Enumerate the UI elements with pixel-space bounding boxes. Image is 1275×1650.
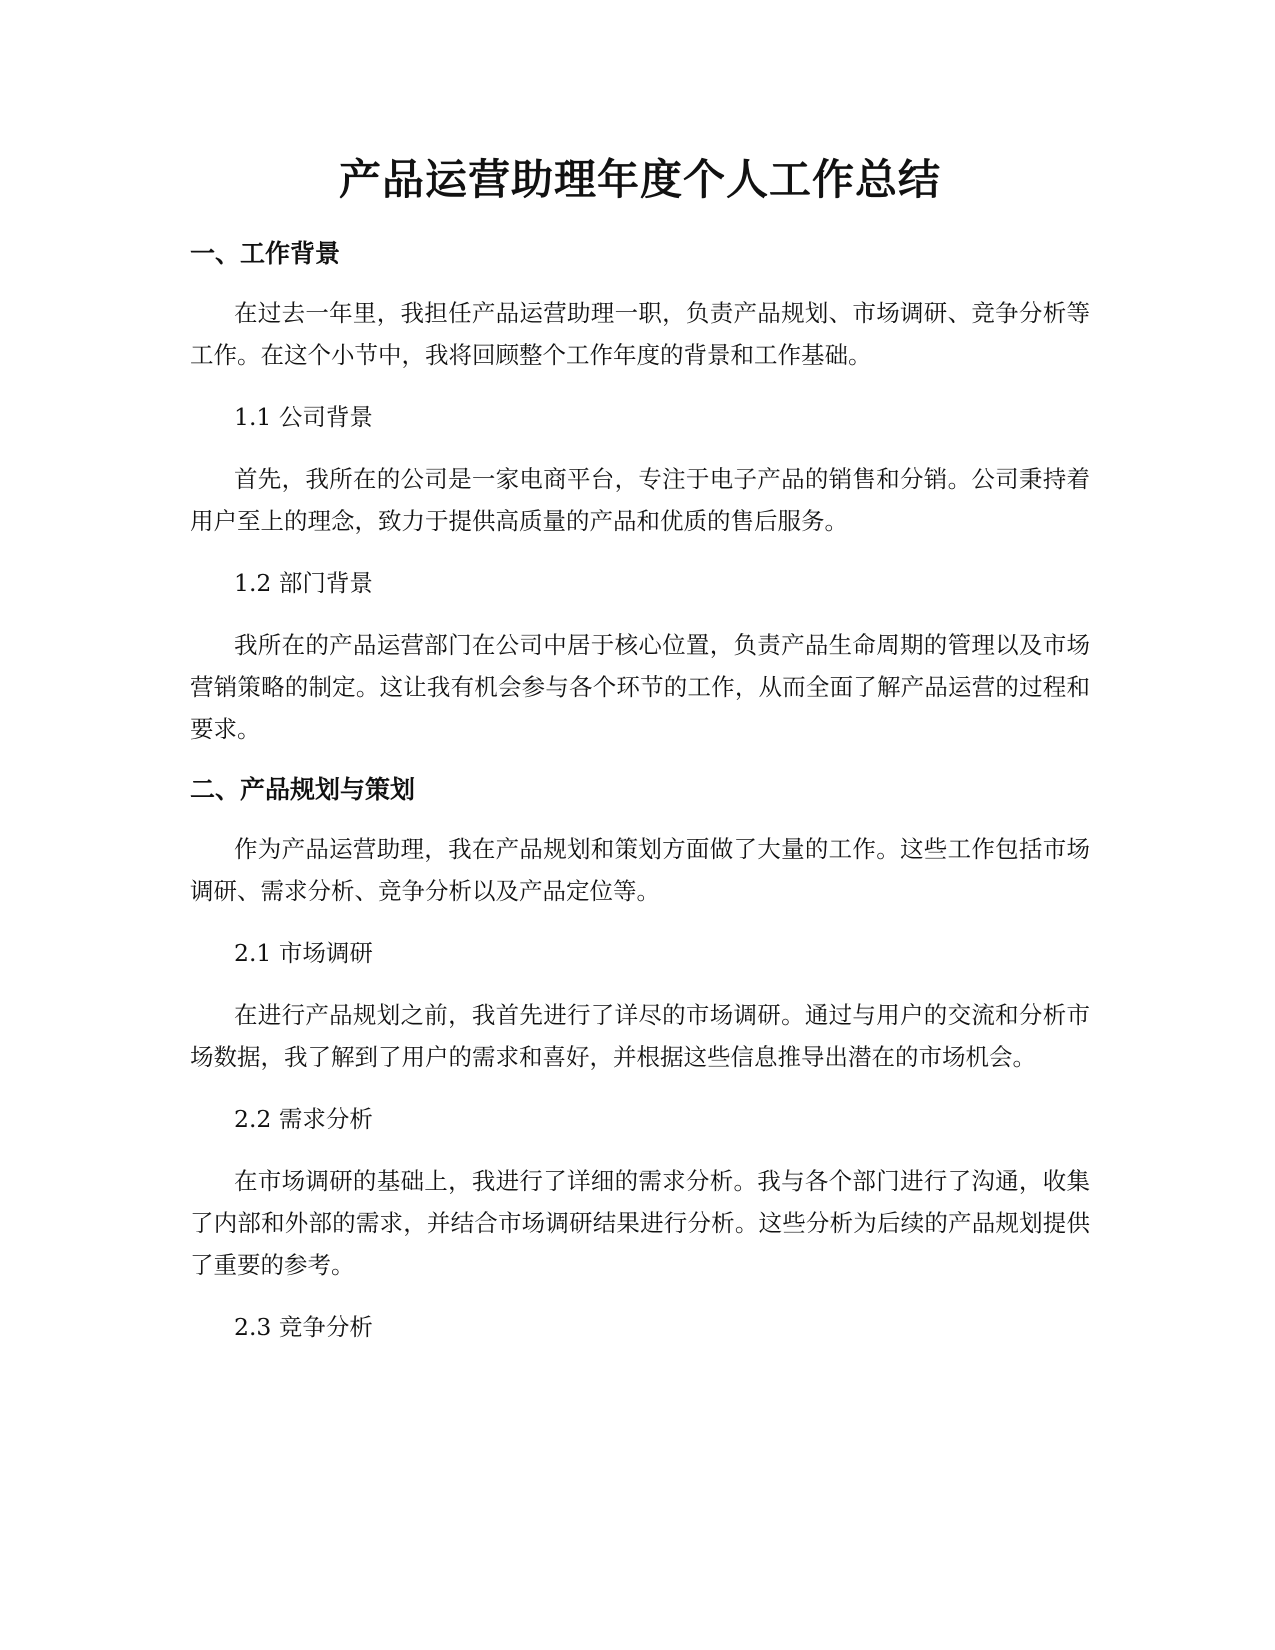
subsection-body-department-background: 我所在的产品运营部门在公司中居于核心位置，负责产品生命周期的管理以及市场营销策略的制定。这让我有机会参与各个环节的工作，从而全面了解产品运营的过程和要求。	[190, 631, 1090, 743]
subsection-heading-competitive-analysis: 2.3 竞争分析	[234, 1313, 373, 1341]
subsection-body-company-background: 首先，我所在的公司是一家电商平台，专注于电子产品的销售和分销。公司秉持着用户至上的理念，致力于提供高质量的产品和优质的售后服务。	[190, 465, 1090, 535]
section-heading-work-background: 一、工作背景	[190, 239, 341, 268]
subsection-heading-requirements-analysis: 2.2 需求分析	[234, 1105, 373, 1133]
document-body	[190, 150, 1090, 1368]
section-intro-product-planning: 作为产品运营助理，我在产品规划和策划方面做了大量的工作。这些工作包括市场调研、需求分析、竞争分析以及产品定位等。	[190, 835, 1090, 905]
document-title: 产品运营助理年度个人工作总结	[338, 155, 941, 204]
subsection-heading-company-background: 1.1 公司背景	[234, 403, 373, 431]
section-heading-product-planning: 二、产品规划与策划	[190, 775, 416, 804]
subsection-body-requirements-analysis: 在市场调研的基础上，我进行了详细的需求分析。我与各个部门进行了沟通，收集了内部和外部的需求，并结合市场调研结果进行分析。这些分析为后续的产品规划提供了重要的参考。	[190, 1167, 1090, 1279]
section-intro-work-background: 在过去一年里，我担任产品运营助理一职，负责产品规划、市场调研、竞争分析等工作。在这个小节中，我将回顾整个工作年度的背景和工作基础。	[190, 299, 1090, 369]
subsection-heading-department-background: 1.2 部门背景	[234, 569, 373, 597]
subsection-body-market-research: 在进行产品规划之前，我首先进行了详尽的市场调研。通过与用户的交流和分析市场数据，我了解到了用户的需求和喜好，并根据这些信息推导出潜在的市场机会。	[190, 1001, 1090, 1071]
subsection-heading-market-research: 2.1 市场调研	[234, 939, 373, 967]
